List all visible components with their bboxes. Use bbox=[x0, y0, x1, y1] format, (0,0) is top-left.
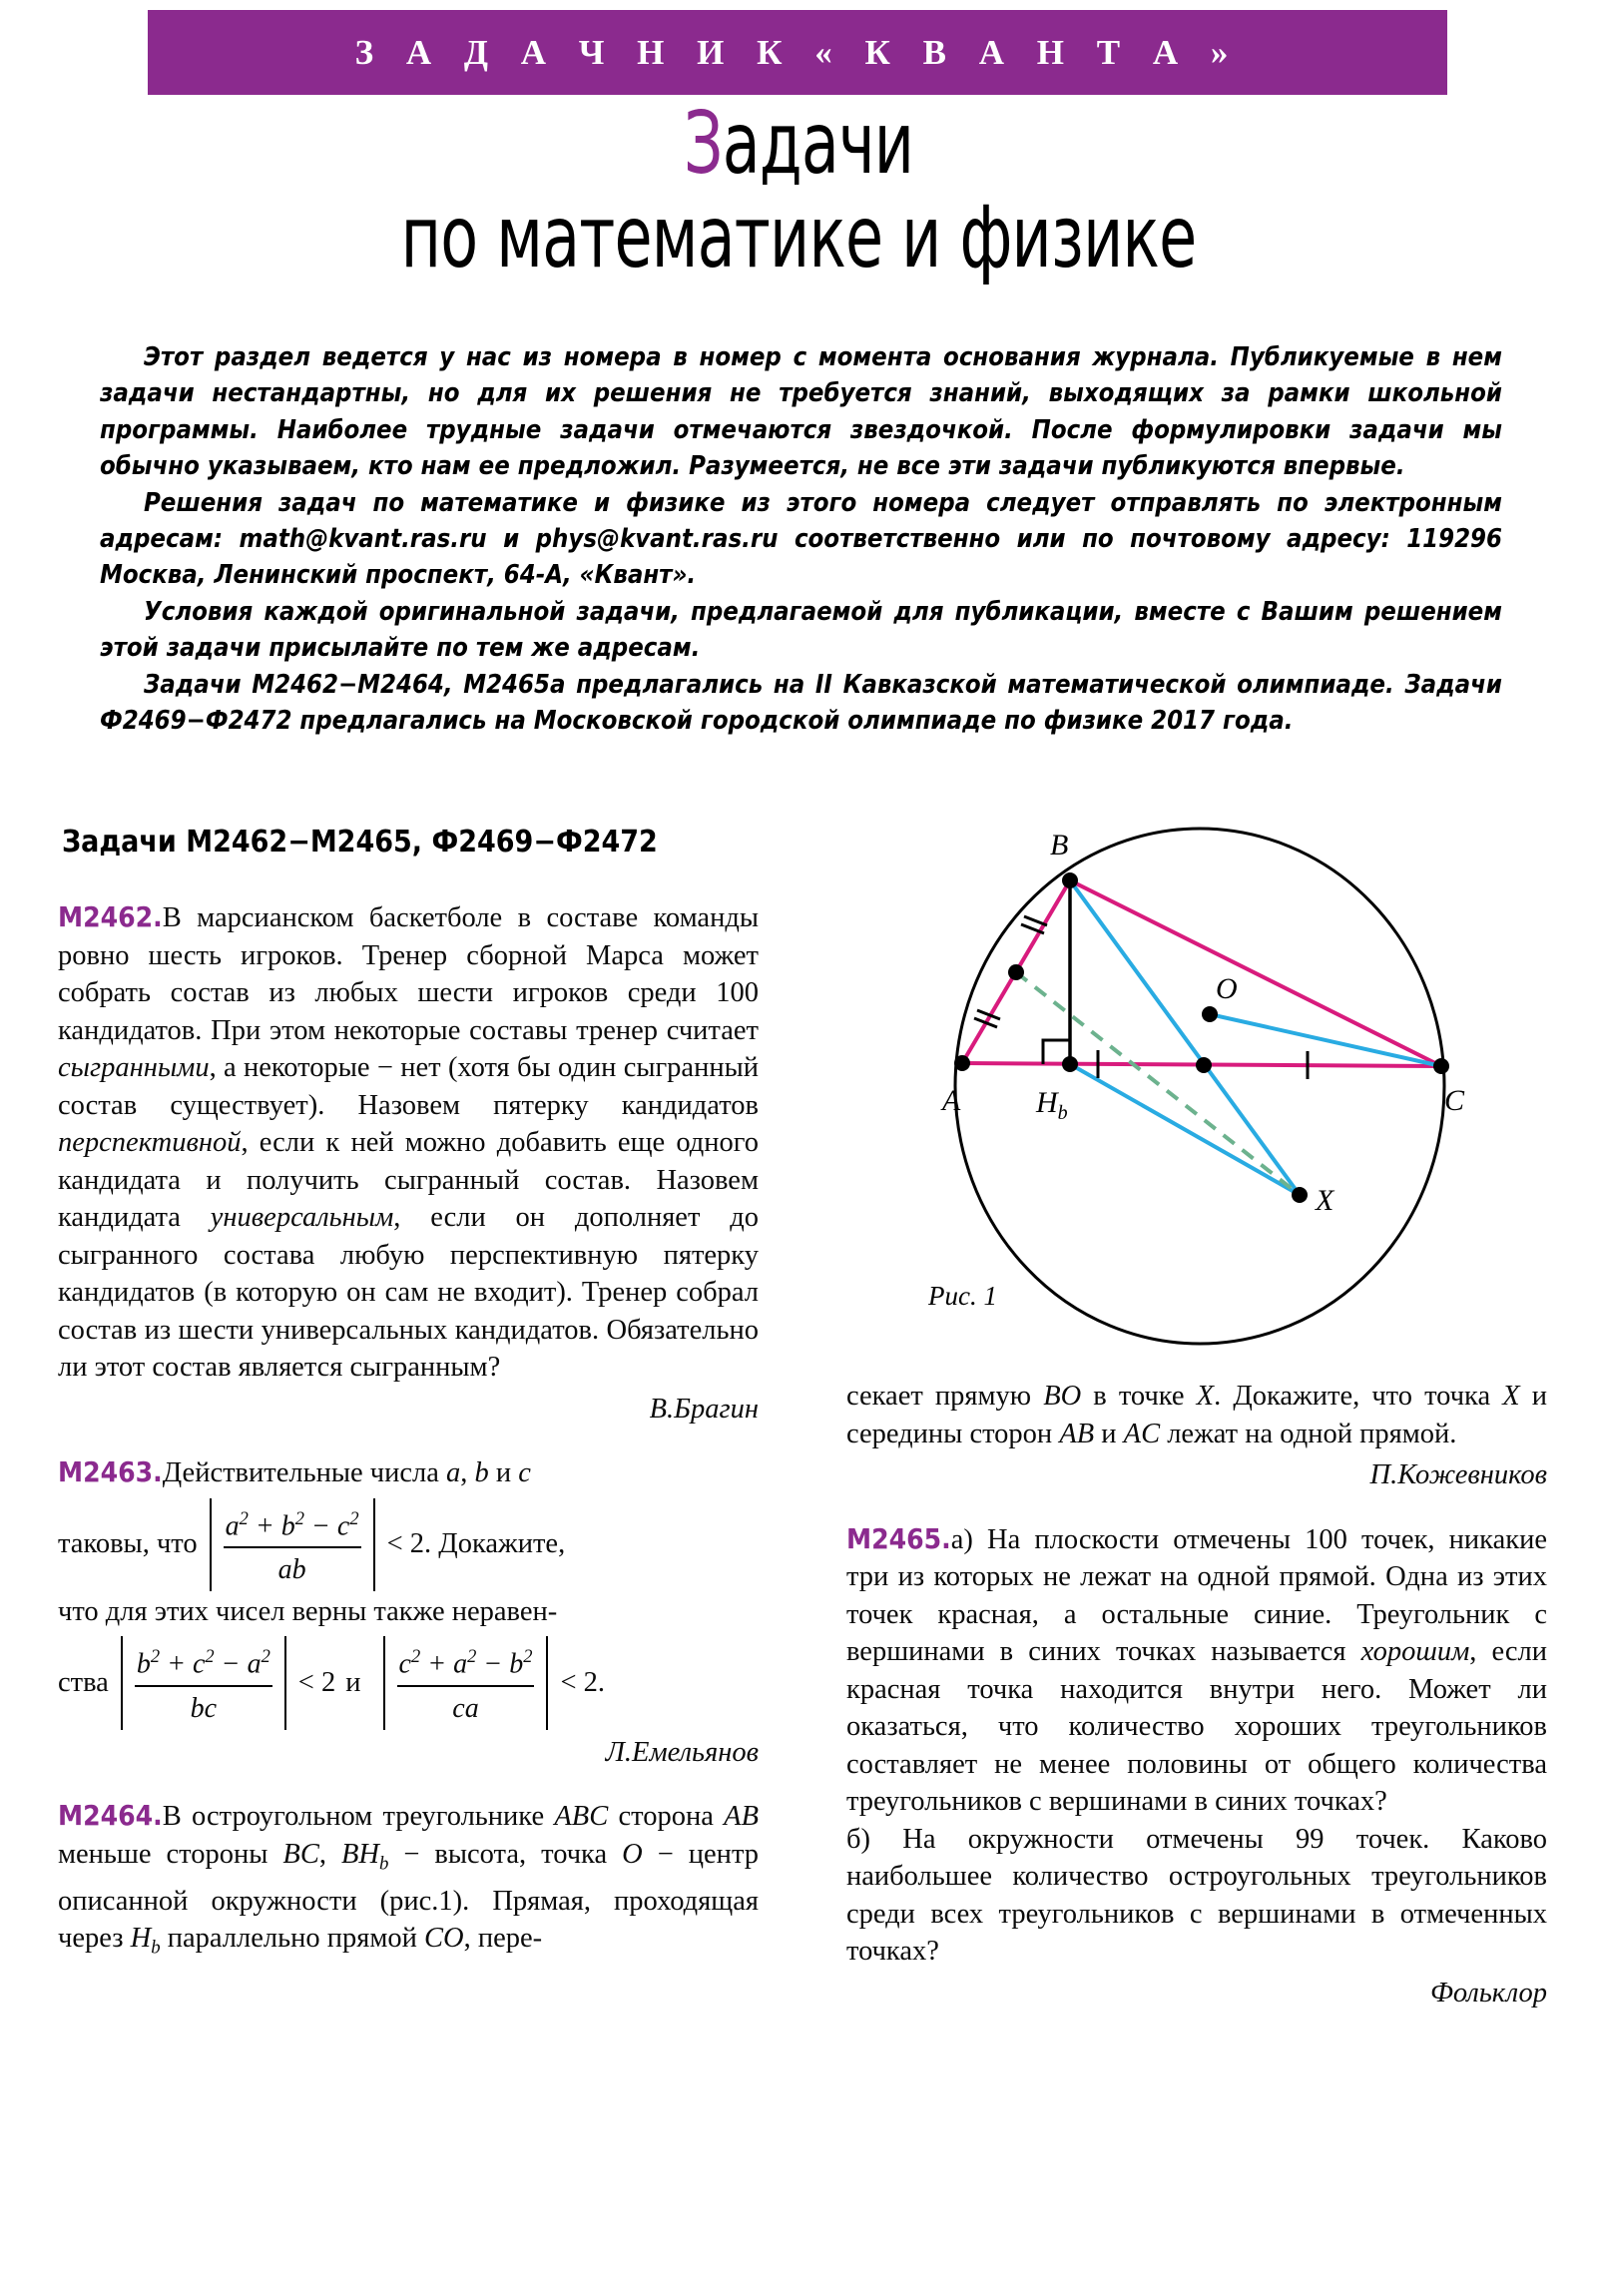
circumcircle bbox=[955, 829, 1444, 1344]
problem-m2464-id: M2464. bbox=[58, 1799, 163, 1833]
formula-3-inequality: < 2 bbox=[560, 1667, 598, 1699]
formula-3-period: . bbox=[597, 1667, 606, 1699]
m2464-t3: меньше стороны bbox=[58, 1838, 283, 1870]
abs-fraction-3 bbox=[377, 1636, 555, 1729]
line-o-c bbox=[1210, 1014, 1441, 1066]
problem-m2463-author: Л.Емельянов bbox=[605, 1736, 759, 1768]
abs-bar-right-2 bbox=[284, 1636, 286, 1729]
point-hb bbox=[1062, 1056, 1078, 1072]
fraction-3 bbox=[391, 1636, 541, 1729]
m2464-t5: − высота, точка bbox=[388, 1838, 623, 1870]
label-b: B bbox=[1050, 829, 1069, 861]
section-banner-label: З А Д А Ч Н И К « К В А Н Т А » bbox=[354, 32, 1241, 72]
point-b bbox=[1062, 872, 1078, 888]
intro-text bbox=[100, 339, 1502, 739]
point-midpoint-ab bbox=[1008, 964, 1024, 980]
fraction-3-numerator: $c^2 + a^2 - b^2$ bbox=[398, 1646, 533, 1680]
abs-bar-left-3 bbox=[383, 1636, 385, 1729]
page-title bbox=[0, 94, 1597, 287]
formula-1-inequality: < 2 bbox=[386, 1528, 425, 1560]
m2464-co: CO bbox=[424, 1923, 464, 1955]
label-a: A bbox=[942, 1084, 961, 1117]
abs-bar-right-3 bbox=[546, 1636, 548, 1729]
m2464-t1: В остроугольном треугольнике bbox=[162, 1801, 555, 1833]
problem-m2465-part-a bbox=[846, 1520, 1547, 1821]
m2465-b-text: На окружности отмечены 99 точек. Каково наибольшее количество остроугольных треугольников среди всех треугольников с вершинами в отмеченных точках? bbox=[846, 1823, 1547, 1967]
abs-bar-left-2 bbox=[121, 1636, 123, 1729]
m2464-t11: и середины сторон bbox=[846, 1381, 1547, 1449]
problem-m2462-text-2: , а некоторые − нет (хотя бы один сыгранный состав существует). Назовем пятерку кандидатов bbox=[58, 1052, 759, 1121]
fraction-3-denominator: ca bbox=[452, 1693, 479, 1725]
m2464-t10: . Докажите, что точка bbox=[1214, 1381, 1503, 1412]
m2464-hb: H bbox=[130, 1923, 152, 1955]
point-a bbox=[954, 1055, 970, 1071]
problem-m2463-line3: что для этих чисел верны также неравен- bbox=[58, 1595, 558, 1627]
page-title-accent-letter: З bbox=[683, 94, 723, 194]
line-hb-x bbox=[1070, 1064, 1300, 1195]
m2464-abc: ABC bbox=[554, 1801, 609, 1833]
fraction-1-numerator: $a^2 + b^2 - c^2$ bbox=[225, 1507, 359, 1541]
fraction-2-numerator: $b^2 + c^2 - a^2$ bbox=[136, 1646, 270, 1680]
abs-fraction-1 bbox=[204, 1498, 381, 1591]
problem-m2463-and: и bbox=[488, 1457, 519, 1488]
label-x: X bbox=[1316, 1184, 1334, 1217]
page-title-line1-rest: адачи bbox=[722, 94, 914, 194]
label-c: C bbox=[1444, 1084, 1465, 1117]
problem-m2462-id: M2462. bbox=[58, 900, 163, 933]
m2464-t13: лежат на одной прямой. bbox=[1160, 1418, 1457, 1449]
m2464-ac: AC bbox=[1123, 1418, 1161, 1449]
problem-m2465-author: Фольклор bbox=[1429, 1977, 1547, 2009]
label-hb: $H_b$ bbox=[1036, 1086, 1068, 1124]
problem-m2462-text-4: , если он дополняет до сыгранного состава любую перспективную пятерку кандидатов (в которую он сам не входит). Тренер собрал состав из шести универсальных кандидатов. Обязательно ли этот состав является сыгранным? bbox=[58, 1202, 759, 1383]
left-column bbox=[58, 898, 759, 1968]
problem-m2463-sep: , bbox=[460, 1457, 475, 1488]
m2464-t7: параллельно прямой bbox=[160, 1923, 425, 1955]
section-banner bbox=[148, 10, 1447, 95]
m2464-t4: , bbox=[318, 1838, 341, 1870]
fraction-1 bbox=[218, 1498, 367, 1591]
m2464-o: O bbox=[622, 1838, 643, 1870]
formula-2-prefix: ства bbox=[58, 1667, 109, 1699]
label-o: O bbox=[1216, 972, 1238, 1005]
problems-range-heading: Задачи М2462−М2465, Ф2469−Ф2472 bbox=[62, 825, 658, 860]
m2465-a-label: а) bbox=[950, 1523, 973, 1555]
problem-m2463-id: M2463. bbox=[58, 1455, 163, 1488]
formula-conjunction: и bbox=[345, 1667, 361, 1699]
m2464-cont-1: секает прямую bbox=[846, 1381, 1044, 1412]
problem-m2464-author: П.Кожевников bbox=[1369, 1459, 1547, 1490]
problem-m2462 bbox=[58, 898, 759, 1387]
problem-m2465-part-b bbox=[846, 1821, 1547, 1971]
line-b-x bbox=[1070, 880, 1300, 1195]
intro-paragraph-2: Решения задач по математике и физике из этого номера следует отправлять по электронным адресам: math@kvant.ras.ru и phys@kvant.ras.ru соответственно или по почтовому адресу: 119296 Москва, Ленинский проспект, 64-А, «Квант». bbox=[100, 487, 1502, 591]
m2465-b-label: б) bbox=[846, 1823, 870, 1855]
abs-fraction-2 bbox=[115, 1636, 292, 1729]
m2464-ab2: AB bbox=[1059, 1418, 1095, 1449]
page-title-line2: по математике и физике bbox=[400, 188, 1197, 287]
problem-m2463-formula-2 bbox=[58, 1636, 759, 1729]
problem-m2464-continued bbox=[846, 1378, 1547, 1452]
abs-bar-right bbox=[373, 1498, 375, 1591]
point-o bbox=[1202, 1006, 1218, 1022]
intro-paragraph-1: Этот раздел ведется у нас из номера в номер с момента основания журнала. Публикуемые в нем задачи нестандартны, но для их решения не требуется знаний, выходящих за рамки школьной программы. Наиболее трудные задачи отмечаются звездочкой. После формулировки задачи мы обычно указываем, кто нам ее предложил. Разумеется, не все эти задачи публикуются впервые. bbox=[100, 342, 1502, 482]
triangle-side-bc bbox=[1070, 880, 1441, 1066]
problem-m2462-text-3: , если к ней можно добавить еще одного кандидата и получить сыгранный состав. Назовем кандидата bbox=[58, 1127, 759, 1233]
point-midpoint-ac bbox=[1196, 1057, 1212, 1073]
m2464-bc: BC bbox=[282, 1838, 319, 1870]
problem-m2463-lead-text: Действительные числа bbox=[162, 1457, 447, 1488]
spacer-2 bbox=[58, 1771, 759, 1797]
problem-m2462-text-1: В марсианском баскетболе в составе команды ровно шесть игроков. Тренер сборной Марса может собрать состав из любых шести игроков среди 100 кандидатов. При этом некоторые составы тренер считает bbox=[58, 902, 759, 1046]
abs-bar-left bbox=[210, 1498, 212, 1591]
formula-1-prefix: таковы, что bbox=[58, 1528, 198, 1560]
problem-m2463-formula-1 bbox=[58, 1498, 759, 1591]
problem-m2462-emph-1: сыгранными bbox=[58, 1052, 210, 1083]
problem-m2463-lead bbox=[58, 1453, 759, 1492]
formula-2-inequality: < 2 bbox=[297, 1667, 336, 1699]
problem-m2464 bbox=[58, 1797, 759, 1967]
figure-1-caption: Рис. 1 bbox=[928, 1281, 997, 1311]
problem-m2462-author: В.Брагин bbox=[649, 1393, 759, 1425]
m2464-hb-sub: b bbox=[151, 1938, 161, 1960]
m2464-t6: − центр описанной окружности (рис.1). Прямая, проходящая через bbox=[58, 1838, 759, 1955]
m2464-t9: в точке bbox=[1081, 1381, 1197, 1412]
right-column bbox=[846, 1378, 1547, 2011]
m2464-bo: BO bbox=[1043, 1381, 1082, 1412]
problem-m2463-var-a: a bbox=[446, 1457, 461, 1488]
fraction-2-denominator: bc bbox=[190, 1693, 218, 1725]
m2465-a-emph: хорошим bbox=[1360, 1636, 1470, 1667]
spacer bbox=[58, 1428, 759, 1453]
figure-1-svg bbox=[838, 819, 1549, 1358]
m2464-bhb: BH bbox=[340, 1838, 379, 1870]
figure-1 bbox=[838, 819, 1549, 1358]
spacer-3 bbox=[846, 1494, 1547, 1520]
m2464-t12: и bbox=[1094, 1418, 1124, 1449]
problem-m2463-var-c: c bbox=[518, 1457, 531, 1488]
m2464-x2: X bbox=[1502, 1381, 1520, 1412]
m2465-a-text-2: , если красная точка находится внутри него. Может ли оказаться, что количество хороших треугольников составляет не менее половины от общего количества треугольников с вершинами в синих точках? bbox=[846, 1636, 1547, 1817]
m2464-t8-partial: , пере- bbox=[463, 1923, 543, 1955]
midline-dashed bbox=[1016, 972, 1300, 1195]
problem-m2462-emph-2: перспективной bbox=[58, 1127, 242, 1158]
point-x bbox=[1292, 1187, 1308, 1203]
point-c bbox=[1433, 1058, 1449, 1074]
intro-paragraph-3: Условия каждой оригинальной задачи, предлагаемой для публикации, вместе с Вашим решением этой задачи присылайте по тем же адресам. bbox=[100, 596, 1502, 664]
problem-m2462-emph-3: универсальным bbox=[210, 1202, 394, 1233]
intro-paragraph-4: Задачи М2462−М2464, М2465а предлагались на II Кавказской математической олимпиаде. Задачи Ф2469−Ф2472 предлагались на Московской городской олимпиаде по физике 2017 года. bbox=[100, 669, 1502, 737]
m2464-ab: AB bbox=[724, 1801, 759, 1833]
problem-m2465-id: M2465. bbox=[846, 1521, 951, 1555]
m2465-a-text-1: На плоскости отмечены 100 точек, никакие три из которых не лежат на одной прямой. Одна из этих точек красная, а остальные синие. Треугольник с вершинами в синих точках называется bbox=[846, 1523, 1547, 1667]
fraction-1-denominator: ab bbox=[277, 1554, 306, 1586]
fraction-2 bbox=[129, 1636, 278, 1729]
problem-m2463-var-b: b bbox=[474, 1457, 489, 1488]
m2464-t2: сторона bbox=[608, 1801, 725, 1833]
formula-1-suffix: . Докажите, bbox=[424, 1528, 566, 1560]
m2464-x: X bbox=[1196, 1381, 1215, 1412]
m2464-bhb-sub: b bbox=[378, 1853, 389, 1875]
page-title-line1 bbox=[160, 94, 1437, 194]
